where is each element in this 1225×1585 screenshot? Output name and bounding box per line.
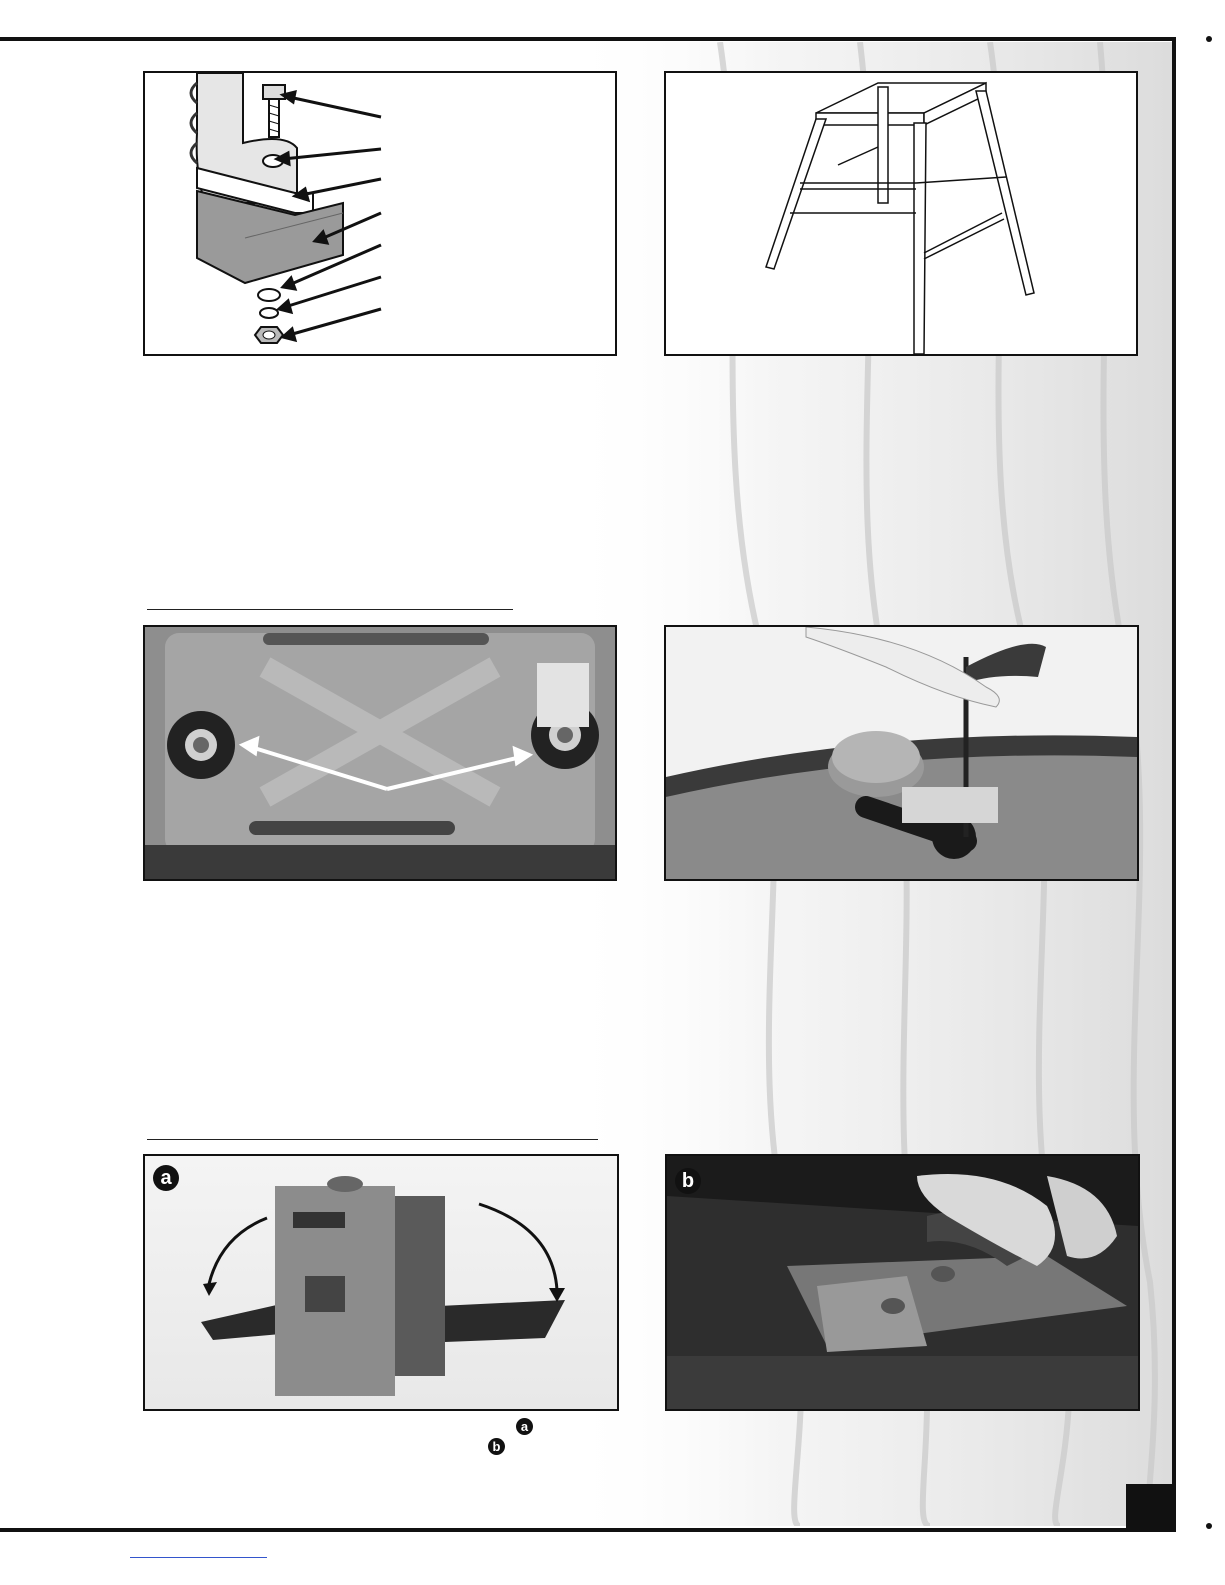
knob-photo-art [666,627,1137,879]
figure-mounting-hardware [143,71,617,356]
figure-stand [664,71,1138,356]
stand-drawing [666,73,1136,354]
figure-table-knobs-photo [665,1154,1140,1411]
underside-photo-art [145,627,615,879]
table-knobs-art [667,1156,1138,1409]
binding-dot-top [1206,36,1212,42]
section-rule-middle [147,609,513,610]
figure-extension-tables-photo [143,1154,619,1411]
figure-badge-b: b [675,1168,701,1194]
mounting-hardware-diagram [145,73,615,354]
top-rule [0,37,1176,41]
footer-link[interactable] [130,1557,267,1558]
caption-marker-a: a [516,1418,533,1435]
caption-marker-b: b [488,1438,505,1455]
section-rule-bottom [147,1139,598,1140]
extension-tables-art [145,1156,617,1409]
binding-dot-bottom [1206,1523,1212,1529]
figure-badge-a: a [153,1165,179,1191]
page-number-tab [1126,1484,1172,1528]
right-rule [1172,37,1176,1532]
bottom-rule [0,1528,1176,1532]
figure-knob-photo [664,625,1139,881]
figure-underside-photo [143,625,617,881]
